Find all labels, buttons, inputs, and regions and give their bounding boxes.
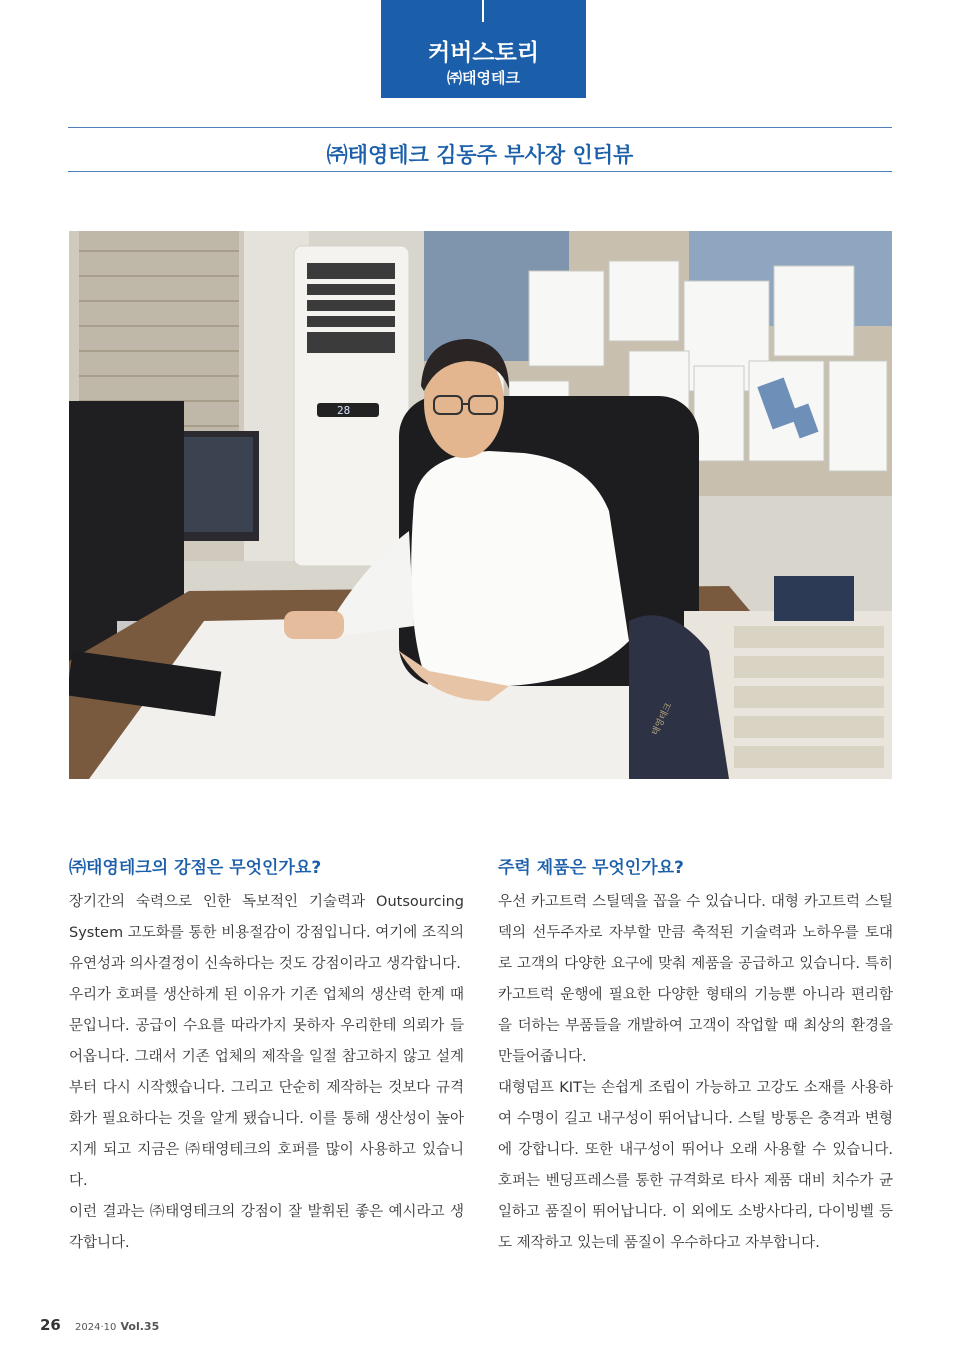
ac-display: 28 [337,404,351,417]
headline-top-rule [68,127,892,128]
interview-photo [69,231,892,779]
page-headline: ㈜태영테크 김동주 부사장 인터뷰 [326,143,634,167]
issue-volume: Vol.35 [120,1320,160,1333]
page-footer [40,1316,159,1334]
right-column [498,853,893,1259]
jacket-embroidery: 태영테크 [650,701,675,738]
section-company: ㈜태영테크 [447,69,520,87]
issue-date: 2024·10 [75,1322,117,1333]
question-main-products: 주력 제품은 무엇인가요? [498,858,684,878]
headline-bottom-rule [68,171,892,172]
header-connector-line [482,0,484,22]
answer-paragraph: 우리가 호퍼를 생산하게 된 이유가 기존 업체의 생산력 한계 때문입니다. 공급이 수요를 따라가지 못하자 우리한테 의뢰가 들어옵니다. 그래서 기존 업체의 제작을 일절 참고하지 않고 설계부터 다시 시작했습니다. 그리고 단순히 제작하는 것보다 규격화가 필요하다는 것을 알게 됐습니다. 이를 통해 생산성이 높아지게 되고 지금은 ㈜태영테크의 호퍼를 많이 사용하고 있습니다. [69,987,464,1189]
answer-paragraph: 대형덤프 KIT는 손쉽게 조립이 가능하고 고강도 소재를 사용하여 수명이 길고 내구성이 뛰어납니다. 스틸 방통은 충격과 변형에 강합니다. 또한 내구성이 뛰어나 오래 사용할 수 있습니다. 호퍼는 벤딩프레스를 통한 규격화로 타사 제품 대비 치수가 균일하고 품질이 뛰어납니다. 이 외에도 소방사다리, 다이빙벨 등도 제작하고 있는데 품질이 우수하다고 자부합니다. [498,1080,893,1251]
section-title: 커버스토리 [427,40,540,66]
question-strengths: ㈜태영테크의 강점은 무엇인가요? [69,858,322,878]
air-conditioner [294,246,409,566]
left-column [69,853,464,1259]
page-number: 26 [40,1316,61,1334]
answer-paragraph: 우선 카고트럭 스틸덱을 꼽을 수 있습니다. 대형 카고트럭 스틸덱의 선두주자로 자부할 만큼 축적된 기술력과 노하우를 토대로 고객의 다양한 요구에 맞춰 제품을 공급하고 있습니다. 특히 카고트럭 운행에 필요한 다양한 형태의 기능뿐 아니라 편리함을 더하는 부품들을 개발하여 고객이 작업할 때 최상의 환경을 만들어줍니다. [498,894,893,1065]
answer-paragraph: 장기간의 숙력으로 인한 독보적인 기술력과 Outsourcing System 고도화를 통한 비용절감이 강점입니다. 여기에 조직의 유연성과 의사결정이 신속하다는 것도 강점이라고 생각합니다. [69,894,464,972]
answer-paragraph: 이런 결과는 ㈜태영테크의 강점이 잘 발휘된 좋은 예시라고 생각합니다. [69,1204,464,1251]
